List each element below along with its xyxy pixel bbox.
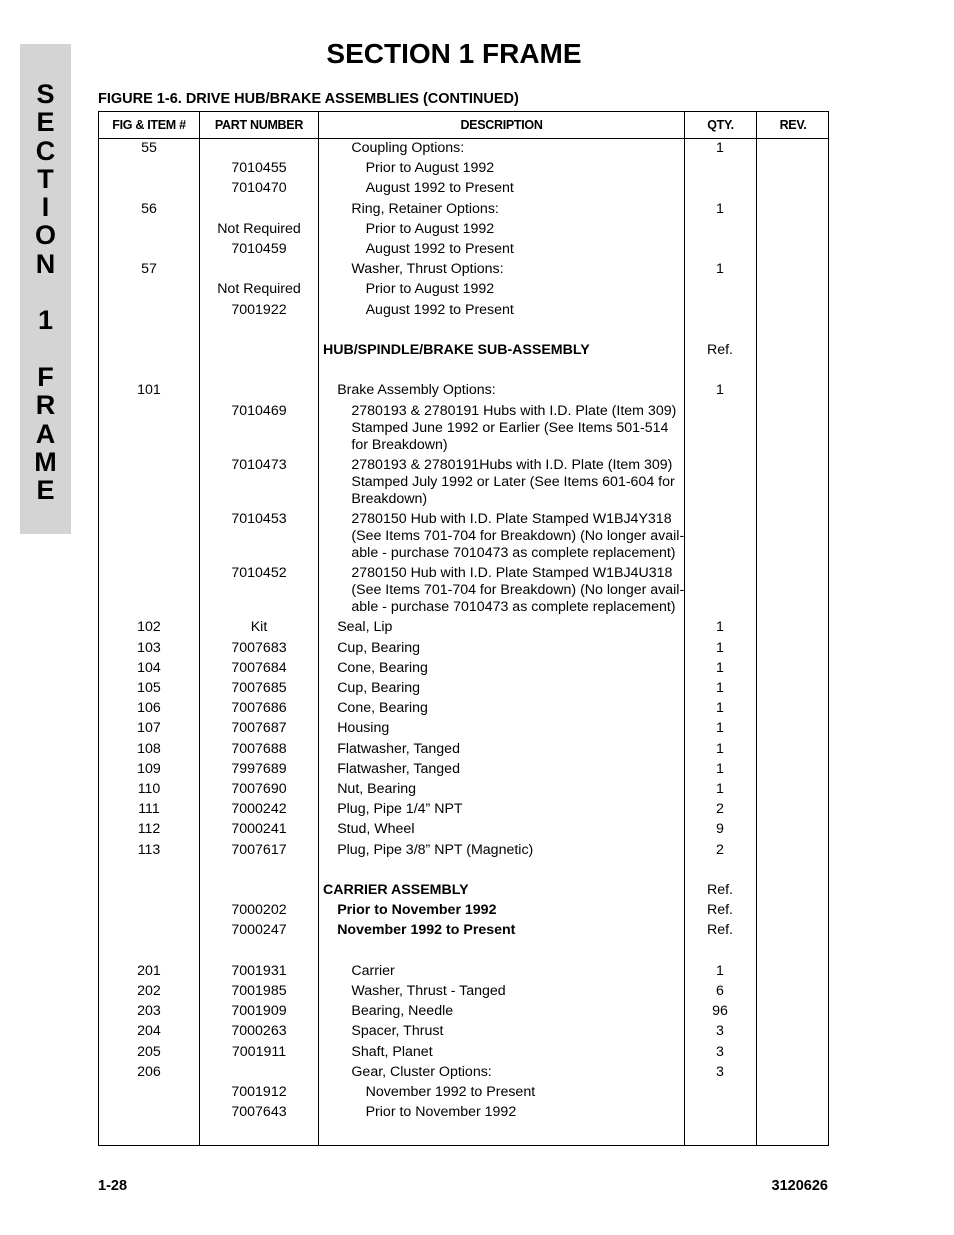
- parts-table: [98, 111, 829, 1146]
- item-number-cell: 103: [137, 639, 161, 656]
- description-cell: [323, 1003, 707, 1020]
- qty-cell: 1: [716, 140, 724, 156]
- item-number-cell: 104: [137, 659, 161, 676]
- section-tab-letter: [20, 278, 71, 306]
- description-line: CARRIER ASSEMBLY: [323, 882, 469, 898]
- part-number-cell: 7007687: [231, 720, 287, 737]
- header-fig-item: FIG & ITEM #: [112, 118, 186, 132]
- description-line: 2780193 & 2780191 Hubs with I.D. Plate (Item 309): [351, 402, 677, 419]
- qty-cell: 1: [716, 200, 724, 217]
- item-number-cell: 107: [137, 720, 161, 737]
- section-tab-letters: [20, 80, 71, 504]
- description-cell: [323, 457, 707, 508]
- description-line: Stud, Wheel: [337, 821, 415, 838]
- item-number-cell: 113: [137, 841, 161, 858]
- description-line: Bearing, Needle: [351, 1003, 454, 1020]
- description-line: August 1992 to Present: [365, 301, 514, 318]
- part-number-cell: 7001985: [231, 983, 287, 999]
- part-number-cell: 7000242: [231, 801, 287, 818]
- description-cell: [323, 382, 693, 399]
- part-number-cell: 7001922: [231, 301, 287, 318]
- part-number-cell: Not Required: [217, 281, 301, 298]
- description-line: Shaft, Planet: [351, 1043, 433, 1060]
- description-line: Flatwasher, Tanged: [337, 760, 460, 777]
- section-tab-letter: R: [35, 390, 56, 421]
- part-number-cell: 7001911: [231, 1043, 287, 1060]
- qty-cell: Ref.: [706, 882, 734, 898]
- qty-cell: 3: [716, 1043, 724, 1060]
- part-number-cell: 7010469: [231, 402, 287, 419]
- description-line: Cup, Bearing: [337, 639, 420, 656]
- description-line: (See Items 701-704 for Breakdown) (No longer avail-: [351, 528, 685, 544]
- description-cell: [323, 842, 693, 859]
- item-number-cell: 101: [137, 382, 161, 399]
- item-number-cell: 108: [137, 740, 161, 757]
- description-cell: [323, 781, 693, 798]
- qty-cell: 1: [716, 619, 724, 636]
- column-divider: [756, 112, 757, 1145]
- qty-cell: 1: [716, 720, 724, 737]
- page-title-text: SECTION 1 FRAME: [326, 38, 582, 69]
- section-tab-letter: M: [34, 446, 57, 477]
- description-line: able - purchase 7010473 as complete replacement): [351, 599, 676, 616]
- description-cell: [323, 1023, 707, 1040]
- qty-cell: 1: [716, 740, 724, 757]
- description-cell: [323, 1084, 722, 1101]
- part-number-cell: 7000247: [231, 922, 287, 939]
- item-number-cell: 106: [137, 700, 161, 717]
- qty-cell: 1: [716, 962, 724, 979]
- description-line: (See Items 701-704 for Breakdown) (No longer avail-: [351, 582, 685, 599]
- description-line: Prior to November 1992: [365, 1104, 517, 1121]
- description-line: Nut, Bearing: [337, 781, 417, 797]
- description-cell: [323, 700, 693, 717]
- description-cell: [323, 801, 693, 818]
- description-line: Prior to August 1992: [365, 160, 495, 177]
- qty-cell: 2: [716, 801, 724, 818]
- qty-cell: 1: [716, 760, 724, 777]
- description-line: Stamped June 1992 or Earlier (See Items 501-514: [351, 419, 669, 436]
- description-cell: [323, 180, 722, 197]
- section-tab-letter: E: [36, 475, 55, 506]
- description-line: Washer, Thrust Options:: [351, 261, 504, 278]
- header-part-number: PART NUMBER: [214, 118, 304, 132]
- item-number-cell: 201: [137, 962, 161, 979]
- section-tab-letter: S: [36, 79, 55, 109]
- description-cell: [323, 511, 707, 562]
- part-number-cell: 7010473: [231, 456, 287, 473]
- section-tab-letter: N: [35, 248, 56, 279]
- page-number: 1-28: [98, 1178, 128, 1194]
- description-cell: [323, 565, 707, 616]
- item-number-cell: 112: [137, 821, 161, 838]
- part-number-cell: 7007683: [231, 639, 287, 656]
- header-qty: QTY.: [707, 118, 734, 132]
- part-number-cell: 7007643: [231, 1104, 287, 1121]
- qty-cell: 9: [716, 821, 724, 838]
- description-cell: [323, 281, 722, 298]
- description-cell: [323, 761, 693, 778]
- qty-cell: 1: [716, 700, 724, 717]
- item-number-cell: 204: [137, 1023, 161, 1040]
- header-rev: REV.: [779, 118, 807, 132]
- part-number-cell: 7010470: [231, 180, 287, 197]
- description-line: Housing: [337, 720, 390, 737]
- description-line: Plug, Pipe 1/4” NPT: [337, 801, 463, 818]
- qty-cell: 1: [716, 261, 724, 278]
- description-line: Flatwasher, Tanged: [337, 740, 460, 757]
- part-number-cell: 7000263: [231, 1023, 287, 1040]
- item-number-cell: 111: [138, 801, 160, 818]
- description-cell: [323, 342, 679, 359]
- part-number-cell: 7997689: [231, 760, 287, 777]
- description-cell: [323, 1104, 722, 1121]
- description-cell: [323, 640, 693, 657]
- description-cell: [323, 741, 693, 758]
- description-cell: [323, 302, 722, 319]
- part-number-cell: 7007686: [231, 700, 287, 717]
- item-number-cell: 203: [137, 1003, 161, 1020]
- item-number-cell: 56: [141, 200, 157, 217]
- part-number-cell: 7007688: [231, 740, 287, 757]
- description-cell: [323, 403, 707, 454]
- part-number-cell: Kit: [250, 619, 268, 636]
- document-number: 3120626: [771, 1178, 828, 1194]
- description-cell: [323, 1064, 707, 1081]
- description-line: HUB/SPINDLE/BRAKE SUB-ASSEMBLY: [323, 342, 590, 358]
- description-line: Plug, Pipe 3/8” NPT (Magnetic): [337, 841, 534, 858]
- description-cell: [323, 922, 693, 939]
- description-cell: [323, 720, 693, 737]
- part-number-cell: 7010459: [231, 241, 287, 257]
- qty-cell: 3: [716, 1023, 724, 1040]
- description-line: August 1992 to Present: [365, 241, 514, 257]
- item-number-cell: 57: [141, 261, 157, 278]
- description-cell: [323, 660, 693, 677]
- description-cell: [323, 882, 679, 899]
- section-tab-letter: F: [37, 361, 54, 392]
- section-tab-letter: I: [41, 192, 50, 223]
- description-line: Prior to November 1992: [337, 902, 497, 919]
- description-line: Cone, Bearing: [337, 700, 428, 717]
- item-number-cell: 102: [137, 619, 161, 636]
- qty-cell: 1: [716, 781, 724, 797]
- qty-cell: 1: [716, 382, 724, 399]
- description-cell: [323, 160, 722, 177]
- header-divider: [99, 138, 828, 139]
- part-number-cell: 7007617: [231, 841, 287, 858]
- qty-cell: 3: [716, 1063, 724, 1080]
- section-tab-letter: A: [35, 418, 56, 449]
- description-line: Cone, Bearing: [337, 659, 428, 676]
- description-cell: [323, 201, 707, 218]
- section-tab-letter: E: [36, 107, 55, 138]
- part-number-cell: 7010452: [231, 565, 287, 582]
- item-number-cell: 110: [137, 781, 161, 797]
- description-line: Washer, Thrust - Tanged: [351, 983, 506, 999]
- qty-cell: 1: [716, 680, 724, 696]
- part-number-cell: 7001912: [231, 1084, 287, 1100]
- description-cell: [323, 680, 693, 697]
- qty-cell: 96: [712, 1003, 728, 1020]
- section-tab-letter: O: [34, 220, 56, 251]
- description-cell: [323, 261, 707, 278]
- description-line: Breakdown): [351, 490, 428, 507]
- description-line: able - purchase 7010473 as complete replacement): [351, 545, 676, 561]
- description-line: 2780150 Hub with I.D. Plate Stamped W1BJ4U318: [351, 565, 673, 582]
- part-number-cell: 7007685: [231, 680, 287, 696]
- description-line: Prior to August 1992: [365, 281, 495, 298]
- description-line: Prior to August 1992: [365, 220, 495, 237]
- description-line: Ring, Retainer Options:: [351, 200, 499, 217]
- section-side-tab: [20, 44, 71, 534]
- figure-title: FIGURE 1-6. DRIVE HUB/BRAKE ASSEMBLIES (CONTINUED): [98, 91, 519, 107]
- description-cell: [323, 963, 707, 980]
- section-tab-letter: 1: [37, 305, 54, 336]
- section-tab-letter: C: [35, 135, 56, 166]
- qty-cell: 6: [716, 983, 724, 999]
- item-number-cell: 206: [137, 1063, 161, 1080]
- part-number-cell: 7001931: [231, 962, 287, 979]
- page-title: [0, 38, 954, 70]
- part-number-cell: 7000202: [231, 902, 287, 919]
- item-number-cell: 109: [137, 760, 161, 777]
- qty-cell: Ref.: [706, 902, 734, 919]
- qty-cell: Ref.: [706, 342, 734, 358]
- description-line: Gear, Cluster Options:: [351, 1063, 492, 1080]
- description-cell: [323, 1044, 707, 1061]
- description-line: 2780193 & 2780191Hubs with I.D. Plate (Item 309): [351, 456, 673, 473]
- part-number-cell: 7007690: [231, 781, 287, 797]
- part-number-cell: 7010455: [231, 160, 287, 177]
- description-line: Cup, Bearing: [337, 680, 420, 696]
- description-line: Carrier: [351, 962, 395, 979]
- part-number-cell: 7010453: [231, 511, 287, 527]
- item-number-cell: 202: [137, 983, 161, 999]
- description-cell: [323, 140, 707, 157]
- description-cell: [323, 619, 693, 636]
- description-cell: [323, 821, 693, 838]
- qty-cell: 2: [716, 841, 724, 858]
- qty-cell: 1: [716, 639, 724, 656]
- description-line: 2780150 Hub with I.D. Plate Stamped W1BJ4Y318: [351, 511, 672, 527]
- description-line: Stamped July 1992 or Later (See Items 601-604 for: [351, 473, 675, 490]
- description-line: November 1992 to Present: [365, 1084, 536, 1100]
- description-line: Spacer, Thrust: [351, 1023, 444, 1040]
- item-number-cell: 105: [137, 680, 161, 696]
- part-number-cell: 7000241: [231, 821, 287, 838]
- part-number-cell: 7007684: [231, 659, 287, 676]
- item-number-cell: 205: [137, 1043, 161, 1060]
- description-cell: [323, 902, 693, 919]
- description-line: Coupling Options:: [351, 140, 465, 156]
- description-line: August 1992 to Present: [365, 180, 514, 197]
- qty-cell: 1: [716, 659, 724, 676]
- header-description: DESCRIPTION: [460, 118, 543, 132]
- description-line: Brake Assembly Options:: [337, 382, 496, 399]
- item-number-cell: 55: [141, 140, 157, 156]
- part-number-cell: 7001909: [231, 1003, 287, 1020]
- description-cell: [323, 241, 722, 258]
- qty-cell: Ref.: [706, 922, 734, 939]
- part-number-cell: Not Required: [217, 220, 301, 237]
- section-tab-letter: [20, 335, 71, 363]
- description-line: for Breakdown): [351, 436, 448, 453]
- description-line: Seal, Lip: [337, 619, 393, 636]
- description-cell: [323, 983, 707, 1000]
- description-line: November 1992 to Present: [337, 922, 516, 939]
- section-tab-letter: T: [37, 163, 54, 194]
- description-cell: [323, 221, 722, 238]
- column-divider: [318, 112, 319, 1145]
